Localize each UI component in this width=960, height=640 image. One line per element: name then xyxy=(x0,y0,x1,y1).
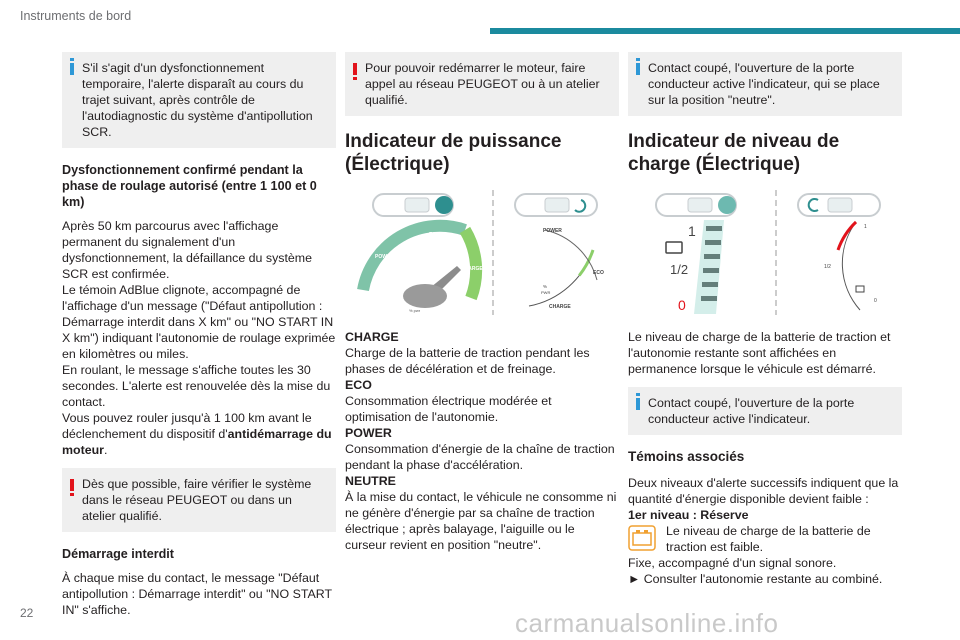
warning-icon xyxy=(353,63,357,75)
column-1 xyxy=(62,52,336,626)
paragraph: Le témoin AdBlue clignote, accompagné de l'affichage d'un message ("Défaut antipollution : Démarrage interdit dans X km" ou "NO START IN X km") indiquant l'autonomie de roulage exprimée en kilomètres ou miles. xyxy=(62,283,336,361)
charge-indicator-figure xyxy=(628,190,902,315)
alert-level-label: 1er niveau : Réserve xyxy=(628,508,749,522)
power-indicator-figure xyxy=(345,190,619,315)
term-desc: À la mise du contact, le véhicule ne consomme ni ne génère d'énergie par sa chaîne de traction électrique ; après balayage, l'aiguille ou le curseur revient en position "neutre". xyxy=(345,490,617,552)
bullet-instruction: ► Consulter l'autonomie restante au combiné. xyxy=(628,572,883,586)
gauge-label-pct: % xyxy=(543,284,548,289)
header-accent-bar xyxy=(490,28,960,34)
page-number: 22 xyxy=(20,606,34,620)
term: NEUTRE xyxy=(345,474,396,488)
term: POWER xyxy=(345,426,392,440)
info-icon xyxy=(636,63,640,75)
paragraph: En roulant, le message s'affiche toutes les 30 secondes. L'alerte est renouvelée dès la mise du contact. xyxy=(62,363,331,409)
step-text: Le niveau de charge de la batterie de traction est faible. xyxy=(666,524,871,554)
bold-term: antidémarrage du moteur xyxy=(62,427,332,457)
text-run: . xyxy=(104,443,108,457)
note-text: Contact coupé, l'ouverture de la porte conducteur active l'indicateur, qui se place sur la position "neutre". xyxy=(648,61,880,107)
paragraph: Fixe, accompagné d'un signal sonore. xyxy=(628,556,837,570)
charge-gauge-illustration xyxy=(628,190,902,315)
gauge-label-pwr: PWR xyxy=(541,290,551,295)
battery-icon xyxy=(628,525,656,551)
alert-step xyxy=(628,523,902,555)
paragraph: À chaque mise du contact, le message "Défaut antipollution : Démarrage interdit" ou "NO START IN" s'affiche. xyxy=(62,571,332,617)
info-note xyxy=(628,387,902,435)
note-text: Pour pouvoir redémarrer le moteur, faire appel au réseau PEUGEOT ou à un atelier qualifié. xyxy=(365,61,600,107)
section-heading: Dysfonctionnement confirmé pendant la phase de roulage autorisé (entre 1 100 et 0 km) xyxy=(62,163,317,209)
info-icon xyxy=(636,398,640,410)
gauge-label-one: 1 xyxy=(688,223,696,239)
paragraph: Deux niveaux d'alerte successifs indiquent que la quantité d'énergie disponible devient faible : xyxy=(628,476,899,506)
gauge-label-charge: CHARGE xyxy=(549,304,571,310)
left-power-gauge xyxy=(363,194,483,313)
warning-icon xyxy=(70,479,74,491)
term: ECO xyxy=(345,378,372,392)
gauge-label-eco: ECO xyxy=(429,232,440,238)
info-icon xyxy=(70,63,74,75)
gauge-label-pwr: % pwr xyxy=(409,308,421,313)
right-power-gauge xyxy=(515,194,604,310)
note-text: S'il s'agit d'un dysfonctionnement temporaire, l'alerte disparaît au cours du trajet suivant, après contrôle de l'autodiagnostic du système d'antipollution SCR. xyxy=(82,61,313,139)
gauge-label-charge: CHARGE xyxy=(461,266,483,272)
gauge-label-power: POWER xyxy=(543,228,562,234)
warning-note xyxy=(62,468,336,532)
section-title: Indicateur de niveau de charge (Électrique) xyxy=(628,131,840,175)
watermark: carmanualsonline.info xyxy=(515,608,779,638)
term-desc: Consommation électrique modérée et optimisation de l'autonomie. xyxy=(345,394,552,424)
term-desc: Charge de la batterie de traction pendant les phases de décélération et de freinage. xyxy=(345,346,590,376)
gauge-label-zero: 0 xyxy=(678,297,686,313)
warning-note xyxy=(345,52,619,116)
paragraph: Après 50 km parcourus avec l'affichage permanent du signalement d'un dysfonctionnement, la défaillance du système SCR est confirmée. xyxy=(62,219,313,281)
section-heading: Témoins associés xyxy=(628,449,745,464)
gauge-label-half: 1/2 xyxy=(824,264,831,270)
info-note xyxy=(62,52,336,148)
info-note xyxy=(628,52,902,116)
column-3 xyxy=(628,52,902,587)
text-run: Vous pouvez rouler jusqu'à 1 100 km avant le déclenchement du dispositif d' xyxy=(62,411,312,441)
paragraph: Le niveau de charge de la batterie de traction et l'autonomie restante sont affichées en permanence lorsque le véhicule est démarré. xyxy=(628,330,891,376)
power-gauge-illustration xyxy=(345,190,619,315)
note-text: Dès que possible, faire vérifier le système dans le réseau PEUGEOT ou dans un atelier qualifié. xyxy=(82,477,312,523)
gauge-label-one: 1 xyxy=(864,224,867,230)
page-header-title: Instruments de bord xyxy=(20,9,132,23)
term: CHARGE xyxy=(345,330,399,344)
section-heading: Démarrage interdit xyxy=(62,547,174,561)
column-2 xyxy=(345,52,619,553)
paragraph xyxy=(62,410,336,458)
right-charge-gauge xyxy=(798,194,880,310)
gauge-label-zero: 0 xyxy=(874,298,877,304)
left-charge-gauge xyxy=(656,194,736,314)
gauge-label-eco: ECO xyxy=(593,270,604,276)
gauge-label-half: 1/2 xyxy=(670,262,689,277)
term-desc: Consommation d'énergie de la chaîne de traction pendant la phase d'accélération. xyxy=(345,442,615,472)
note-text: Contact coupé, l'ouverture de la porte conducteur active l'indicateur. xyxy=(648,396,855,426)
term-list xyxy=(345,329,619,553)
section-title: Indicateur de puissance (Électrique) xyxy=(345,131,562,175)
gauge-label-power: POWER xyxy=(375,254,394,260)
